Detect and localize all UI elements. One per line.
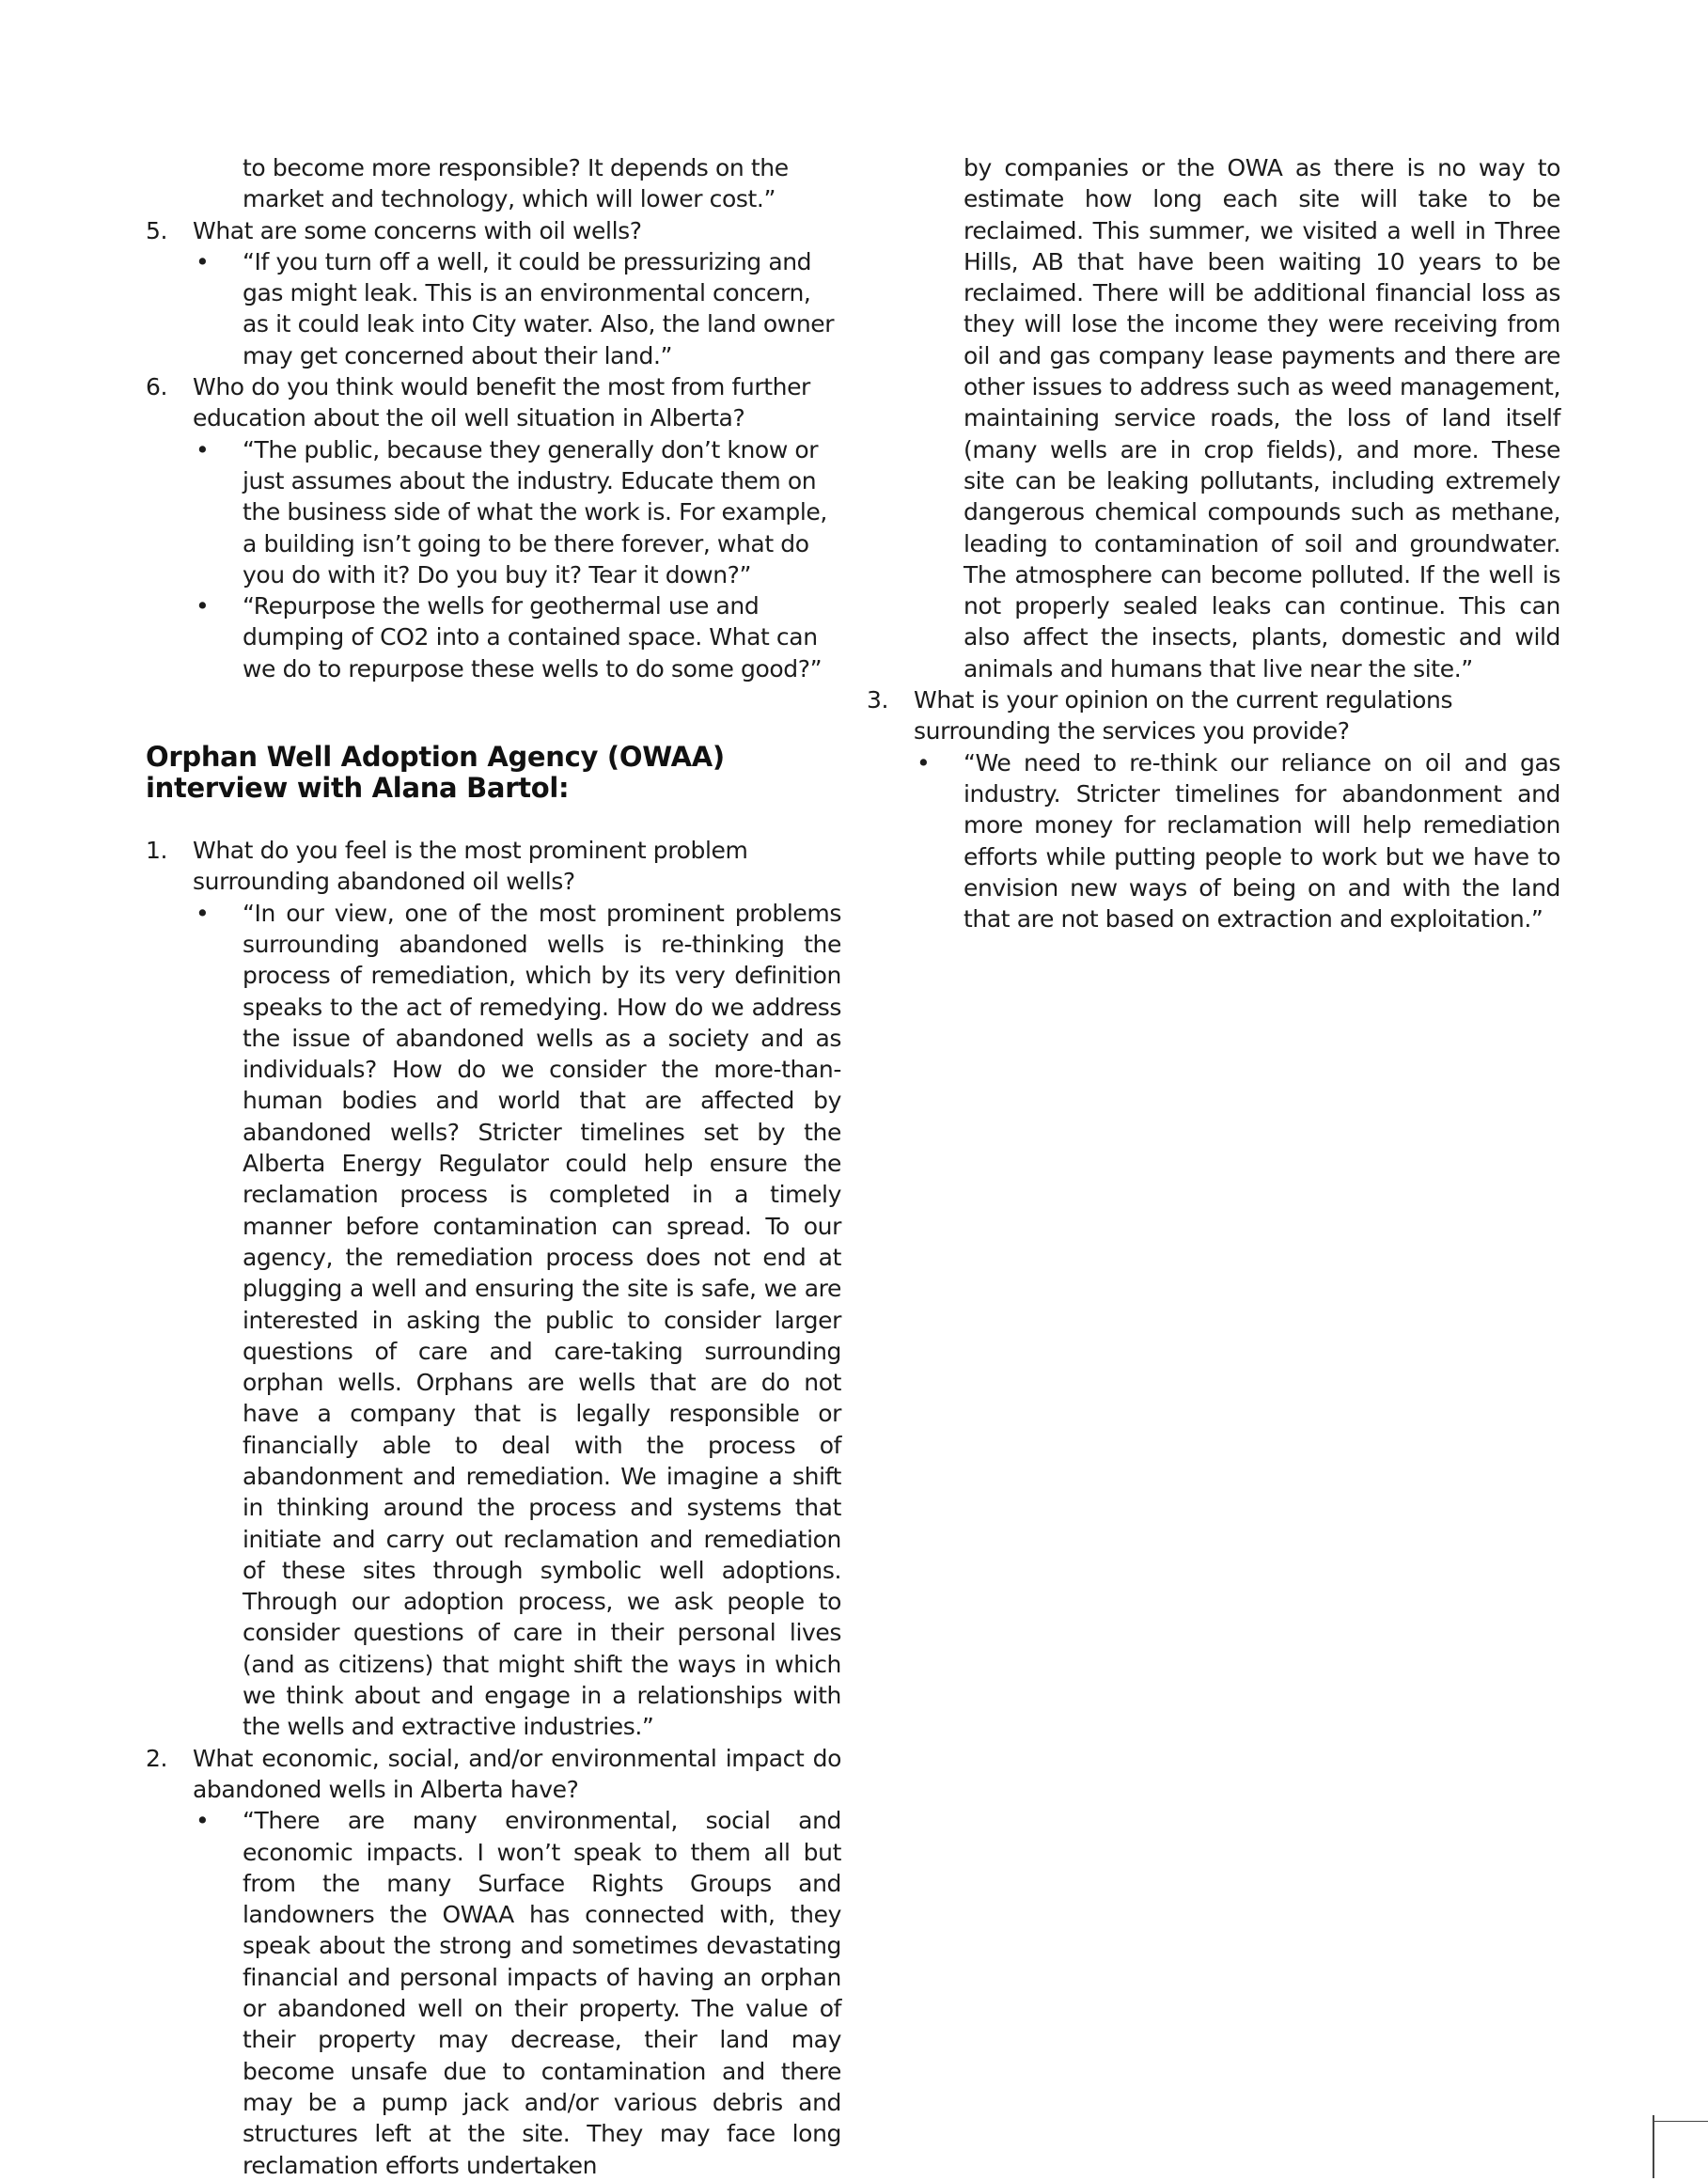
right-column [867, 152, 1560, 934]
bullet-icon: • [196, 435, 210, 463]
question-text: What is your opinion on the current regulations surrounding the services you provide? [914, 686, 1453, 745]
answer-bullet [196, 898, 841, 1743]
question-text: What economic, social, and/or environmental impact do abandoned wells in Alberta have? [193, 1744, 841, 1803]
answer-text: “Repurpose the wells for geothermal use and dumping of CO2 into a contained space. What can we do to repurpose these wells to do some good?” [243, 592, 823, 683]
question-5 [146, 215, 841, 246]
continued-answer-text: by companies or the OWA as there is no way to estimate how long each site will take to be reclaimed. This summer, we visited a well in Three Hills, AB that have been waiting 10 years to be reclaimed. There will be additional financial loss as they will lose the income they were receiving from oil and gas company lease payments and there are other issues to address such as weed management, maintaining service roads, the loss of land itself (many wells are in crop fields), and more. These site can be leaking pollutants, including extremely dangerous chemical compounds such as methane, leading to contamination of soil and groundwater. The atmosphere can become polluted. If the well is not properly sealed leaks can continue. This can also affect the insects, plants, domestic and wild animals and humans that live near the site.” [964, 154, 1560, 683]
answer-bullet [196, 1805, 841, 2181]
page-corner-mark [1653, 2115, 1654, 2178]
bullet-icon: • [196, 592, 210, 620]
question-number: 6. [146, 373, 168, 401]
interview-question-2 [146, 1743, 841, 1806]
answer-text: “We need to re-think our reliance on oil and gas industry. Stricter timelines for abandonment and more money for reclamation will help remediation efforts while putting people to work but we have to envision new ways of being on and with the land that are not based on extraction and exploitation.” [964, 748, 1560, 934]
bullet-icon: • [196, 1807, 210, 1835]
bullet-icon: • [917, 748, 931, 777]
answer-text: “If you turn off a well, it could be pressurizing and gas might leak. This is an environmental concern, as it could leak into City water. Also, the land owner may get concerned about their land.” [243, 247, 835, 369]
answer-bullet [196, 590, 841, 684]
question-text: Who do you think would benefit the most from further education about the oil well situation in Alberta? [193, 373, 810, 432]
page-corner-rule [1654, 2121, 1708, 2122]
bullet-icon: • [196, 247, 210, 275]
interview-question-1 [146, 835, 841, 898]
answer-text: “The public, because they generally don’t know or just assumes about the industry. Educate them on the business side of what the work is. For example, a building isn’t going to be there forever, what do you do with it? Do you buy it? Tear it down?” [243, 435, 827, 588]
bullet-icon: • [196, 899, 210, 927]
answer-bullet [917, 747, 1560, 935]
answer-text: “In our view, one of the most prominent problems surrounding abandoned wells is re-thinking the process of remediation, which by its very definition speaks to the act of remedying. How do we address the issue of abandoned wells as a society and as individuals? How do we consider the more-than-human bodies and world that are affected by abandoned wells? Stricter timelines set by the Alberta Energy Regulator could help ensure the reclamation process is completed in a timely manner before contamination can spread. To our agency, the remediation process does not end at plugging a well and ensuring the site is safe, we are interested in asking the public to consider larger questions of care and care-taking surrounding orphan wells. Orphans are wells that are do not have a company that is legally responsible or financially able to deal with the process of abandonment and remediation. We imagine a shift in thinking around the process and systems that initiate and carry out reclamation and remediation of these sites through symbolic well adoptions. Through our adoption process, we ask people to consider questions of care in their personal lives (and as citizens) that might shift the ways in which we think about and engage in a relationships with the wells and extractive industries.” [243, 899, 841, 1741]
interview-question-3 [867, 684, 1560, 747]
question-number: 1. [146, 837, 168, 865]
answer-bullet [196, 434, 841, 590]
question-number: 3. [867, 686, 889, 714]
question-number: 5. [146, 216, 168, 244]
question-number: 2. [146, 1744, 168, 1772]
question-6 [146, 371, 841, 434]
answer-bullet [196, 246, 841, 371]
left-column [146, 152, 841, 2181]
question-text: What are some concerns with oil wells? [193, 216, 642, 244]
continued-answer-text: to become more responsible? It depends on the market and technology, which will lower cost.” [243, 154, 789, 213]
answer-text: “There are many environmental, social and economic impacts. I won’t speak to them all but from the many Surface Rights Groups and landowners the OWAA has connected with, they speak about the strong and sometimes devastating financial and personal impacts of having an orphan or abandoned well on their property. The value of their property may decrease, their land may become unsafe due to contamination and there may be a pump jack and/or various debris and structures left at the site. They may face long reclamation efforts undertaken [243, 1807, 841, 2179]
question-text: What do you feel is the most prominent problem surrounding abandoned oil wells? [193, 837, 748, 896]
section-heading: Orphan Well Adoption Agency (OWAA) interview with Alana Bartol: [146, 741, 725, 805]
